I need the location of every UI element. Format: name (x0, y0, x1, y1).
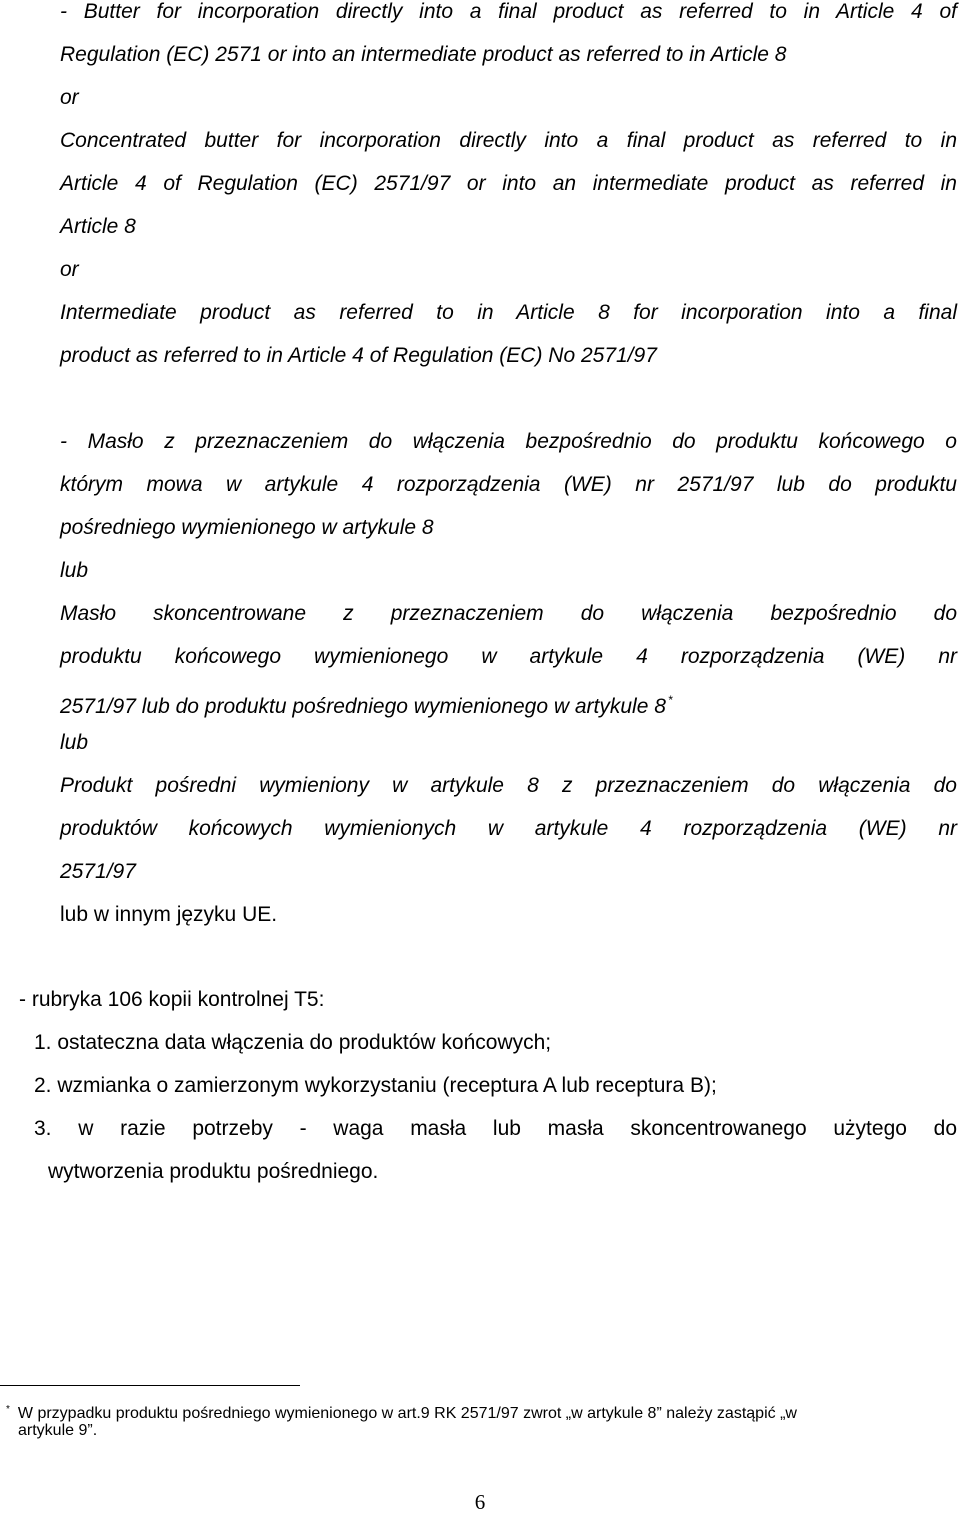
footnote-line-2: artykule 9”. (18, 1422, 98, 1439)
pl-line-4: lub (60, 559, 89, 582)
rubryka-heading: - rubryka 106 kopii kontrolnej T5: (19, 988, 325, 1011)
rubryka-item-2: 2. wzmianka o zamierzonym wykorzystaniu (receptura A lub receptura B); (34, 1074, 717, 1097)
pl-line-3: pośredniego wymienionego w artykule 8 (60, 516, 434, 539)
rubryka-item-1: 1. ostateczna data włączenia do produktów końcowych; (34, 1031, 552, 1054)
footnote-star: * (6, 1404, 10, 1415)
pl-line-7 (60, 688, 673, 719)
rubryka-item-3: 3. w razie potrzeby - waga masła lub masła skoncentrowanego użytego do (34, 1117, 957, 1140)
en-line-8: Intermediate product as referred to in Article 8 for incorporation into a final (60, 301, 957, 324)
pl-line-10: produktów końcowych wymienionych w artykule 4 rozporządzenia (WE) nr (60, 817, 957, 840)
en-line-3: or (60, 86, 79, 109)
page-number: 6 (474, 1490, 486, 1514)
footnote-separator (0, 1385, 300, 1386)
en-line-4: Concentrated butter for incorporation directly into a final product as referred to in (60, 129, 957, 152)
pl-line-7-text: 2571/97 lub do produktu pośredniego wymienionego w artykule 8 (60, 695, 666, 718)
pl-line-6: produktu końcowego wymienionego w artykule 4 rozporządzenia (WE) nr (60, 645, 957, 668)
en-line-6: Article 8 (60, 215, 136, 238)
pl-line-1: - Masło z przeznaczeniem do włączenia bezpośrednio do produktu końcowego o (60, 430, 957, 453)
pl-line-5: Masło skoncentrowane z przeznaczeniem do włączenia bezpośrednio do (60, 602, 957, 625)
en-line-5: Article 4 of Regulation (EC) 2571/97 or into an intermediate product as referred in (60, 172, 957, 195)
en-line-2: Regulation (EC) 2571 or into an intermediate product as referred to in Article 8 (60, 43, 787, 66)
pl-line-2: którym mowa w artykule 4 rozporządzenia (WE) nr 2571/97 lub do produktu (60, 473, 957, 496)
en-line-9: product as referred to in Article 4 of Regulation (EC) No 2571/97 (60, 344, 657, 367)
rubryka-item-3-continuation: wytworzenia produktu pośredniego. (48, 1160, 379, 1183)
en-line-7: or (60, 258, 79, 281)
pl-line-8: lub (60, 731, 89, 754)
footnote-text-1: W przypadku produktu pośredniego wymienionego w art.9 RK 2571/97 zwrot „w artykule 8” należy zastąpić „w (17, 1405, 797, 1422)
footnote-line-1 (6, 1400, 797, 1424)
en-line-1: - Butter for incorporation directly into a final product as referred to in Article 4 of (60, 0, 957, 23)
pl-line-11: 2571/97 (60, 860, 136, 883)
pl-line-9: Produkt pośredni wymieniony w artykule 8 z przeznaczeniem do włączenia do (60, 774, 957, 797)
pl-line-12: lub w innym języku UE. (60, 903, 278, 926)
footnote-marker: * (667, 693, 673, 707)
